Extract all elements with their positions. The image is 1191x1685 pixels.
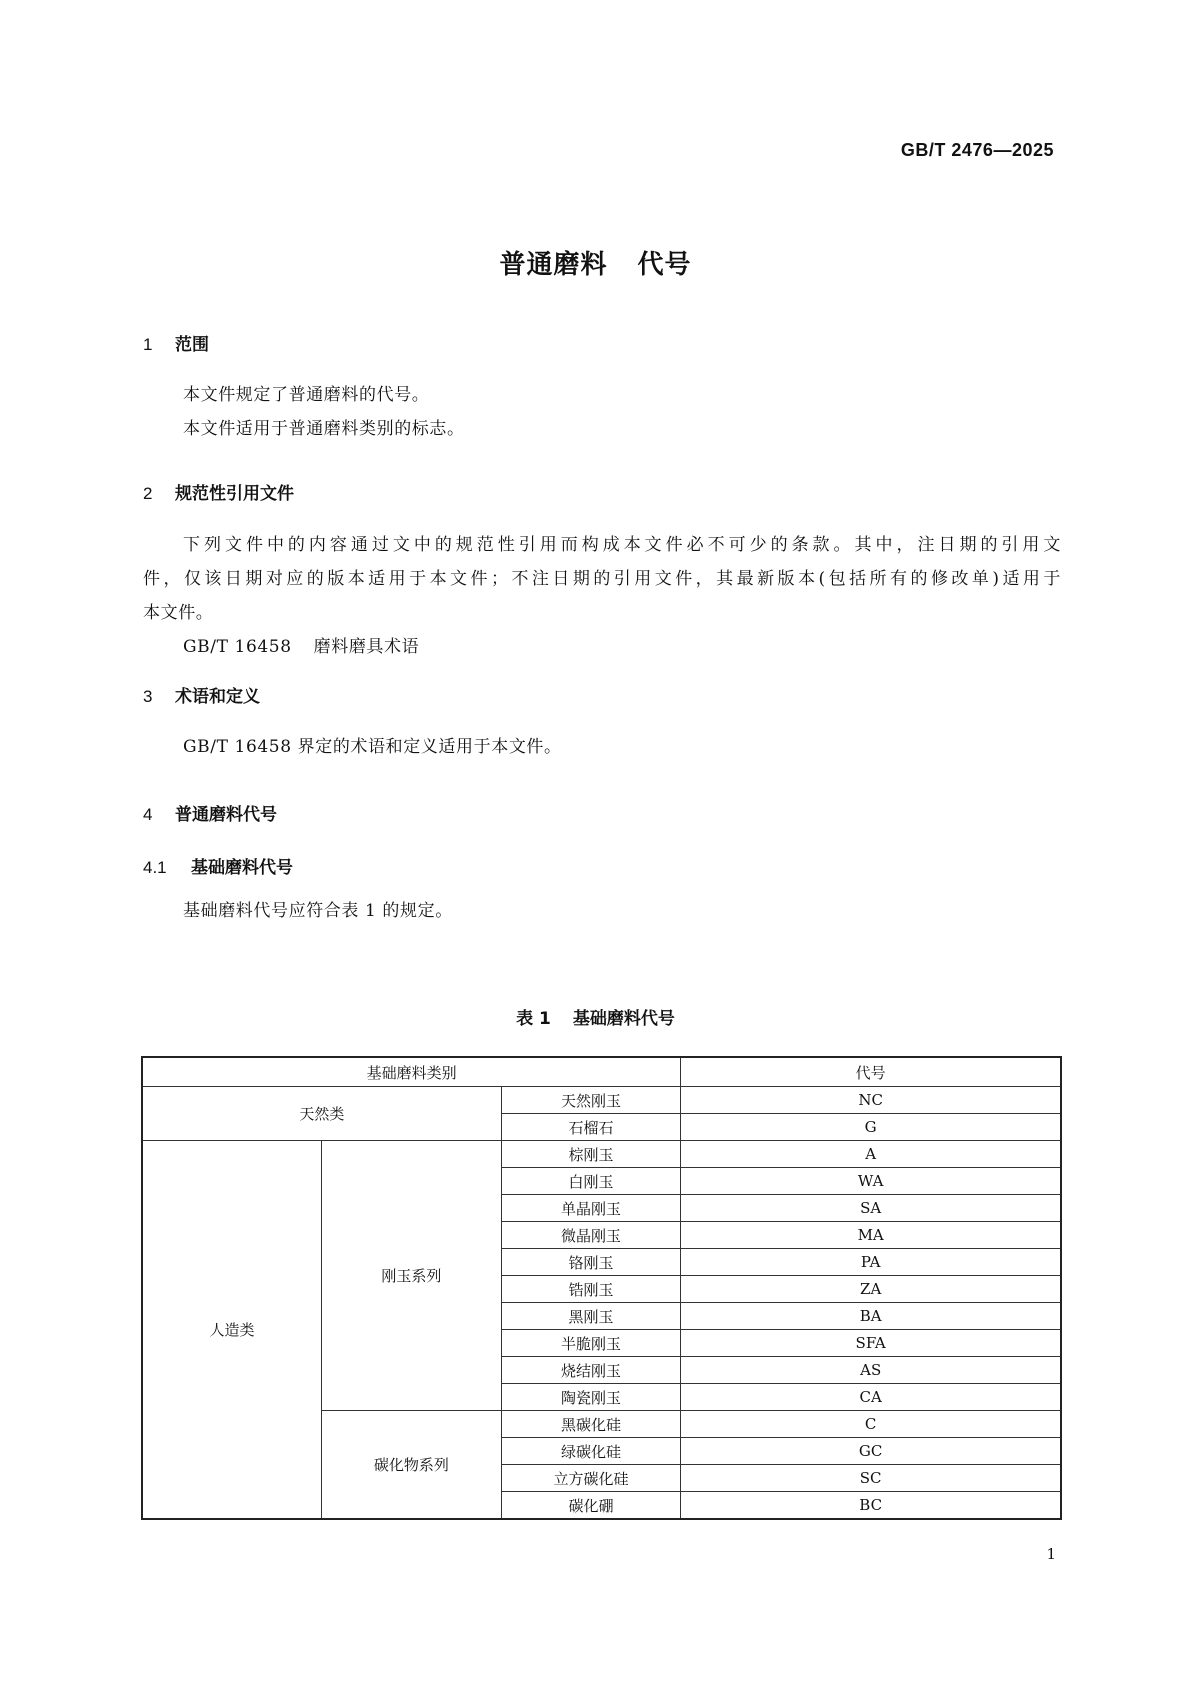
abrasive-code: PA [681,1249,1061,1276]
abrasive-code: CA [681,1384,1061,1411]
normative-line-1: 下列文件中的内容通过文中的规范性引用而构成本文件必不可少的条款。其中，注日期的引用文 [183,535,1061,555]
abrasive-name: 天然刚玉 [501,1087,681,1114]
abrasive-code: BC [681,1492,1061,1520]
section-2-heading [143,479,294,504]
scope-line-2: 本文件适用于普通磨料类别的标志。 [183,419,465,439]
standard-number: GB/T 2476—2025 [900,140,1054,160]
abrasive-name: 微晶刚玉 [501,1222,681,1249]
table-intro-text: 基础磨料代号应符合表 1 的规定。 [183,901,453,921]
terms-text: GB/T 16458 界定的术语和定义适用于本文件。 [183,737,562,757]
abrasive-code: BA [681,1303,1061,1330]
abrasive-name: 黑碳化硅 [501,1411,681,1438]
artificial-category: 人造类 [142,1141,322,1520]
normative-line-3: 本文件。 [143,603,214,623]
abrasive-name: 石榴石 [501,1114,681,1141]
abrasive-code: A [681,1141,1061,1168]
table-caption-title: 基础磨料代号 [572,1009,675,1029]
section-3-body [143,730,1061,764]
abrasive-code: WA [681,1168,1061,1195]
abrasive-name: 单晶刚玉 [501,1195,681,1222]
abrasive-code: G [681,1114,1061,1141]
section-1-number: 1 [143,335,153,354]
abrasive-name: 半脆刚玉 [501,1330,681,1357]
table-header-row [142,1057,1061,1087]
section-2-title: 规范性引用文件 [175,484,294,504]
section-4-1-number: 4.1 [143,858,167,877]
abrasive-code: AS [681,1357,1061,1384]
title-part2: 代号 [637,250,692,280]
abrasive-code: C [681,1411,1061,1438]
header-code: 代号 [681,1057,1061,1087]
table-row [142,1087,1061,1114]
abrasive-name: 烧结刚玉 [501,1357,681,1384]
abrasive-code: ZA [681,1276,1061,1303]
abrasive-code: MA [681,1222,1061,1249]
abrasive-code: NC [681,1087,1061,1114]
carbide-series: 碳化物系列 [322,1411,502,1520]
reference-code: GB/T 16458 [183,637,292,657]
header-category: 基础磨料类别 [142,1057,681,1087]
section-2-body [143,528,1061,664]
abrasive-name: 铬刚玉 [501,1249,681,1276]
section-1-body [143,378,1061,446]
abrasive-name: 绿碳化硅 [501,1438,681,1465]
table-caption-number: 表 1 [516,1009,551,1029]
section-4-1-title: 基础磨料代号 [191,858,293,878]
abrasive-name: 立方碳化硅 [501,1465,681,1492]
abrasive-code: SA [681,1195,1061,1222]
section-3-heading [143,682,260,707]
abrasive-name: 陶瓷刚玉 [501,1384,681,1411]
section-4-1-heading [143,853,293,878]
natural-category: 天然类 [142,1087,501,1141]
abrasive-code: GC [681,1438,1061,1465]
abrasive-name: 碳化硼 [501,1492,681,1520]
section-1-heading [143,330,209,355]
scope-line-1: 本文件规定了普通磨料的代号。 [183,385,430,405]
normative-line-2: 件，仅该日期对应的版本适用于本文件；不注日期的引用文件，其最新版本(包括所有的修改单)适用于 [143,569,1061,589]
title-part1: 普通磨料 [499,250,608,280]
section-1-title: 范围 [175,335,209,355]
page-number: 1 [1046,1545,1056,1563]
abrasive-name: 黑刚玉 [501,1303,681,1330]
abrasive-code: SFA [681,1330,1061,1357]
reference-title: 磨料磨具术语 [313,637,420,657]
table-caption [0,1004,1191,1029]
abrasive-name: 锆刚玉 [501,1276,681,1303]
section-3-title: 术语和定义 [175,687,260,707]
section-4-1-body [143,894,1061,928]
section-4-heading [143,800,277,825]
section-4-title: 普通磨料代号 [175,805,277,825]
corundum-series: 刚玉系列 [322,1141,502,1411]
section-4-number: 4 [143,805,153,824]
section-2-number: 2 [143,484,153,503]
abrasive-name: 棕刚玉 [501,1141,681,1168]
abrasive-name: 白刚玉 [501,1168,681,1195]
table-row [142,1141,1061,1168]
abrasive-code: SC [681,1465,1061,1492]
document-title [0,244,1191,281]
section-3-number: 3 [143,687,153,706]
abrasive-code-table [141,1056,1062,1520]
